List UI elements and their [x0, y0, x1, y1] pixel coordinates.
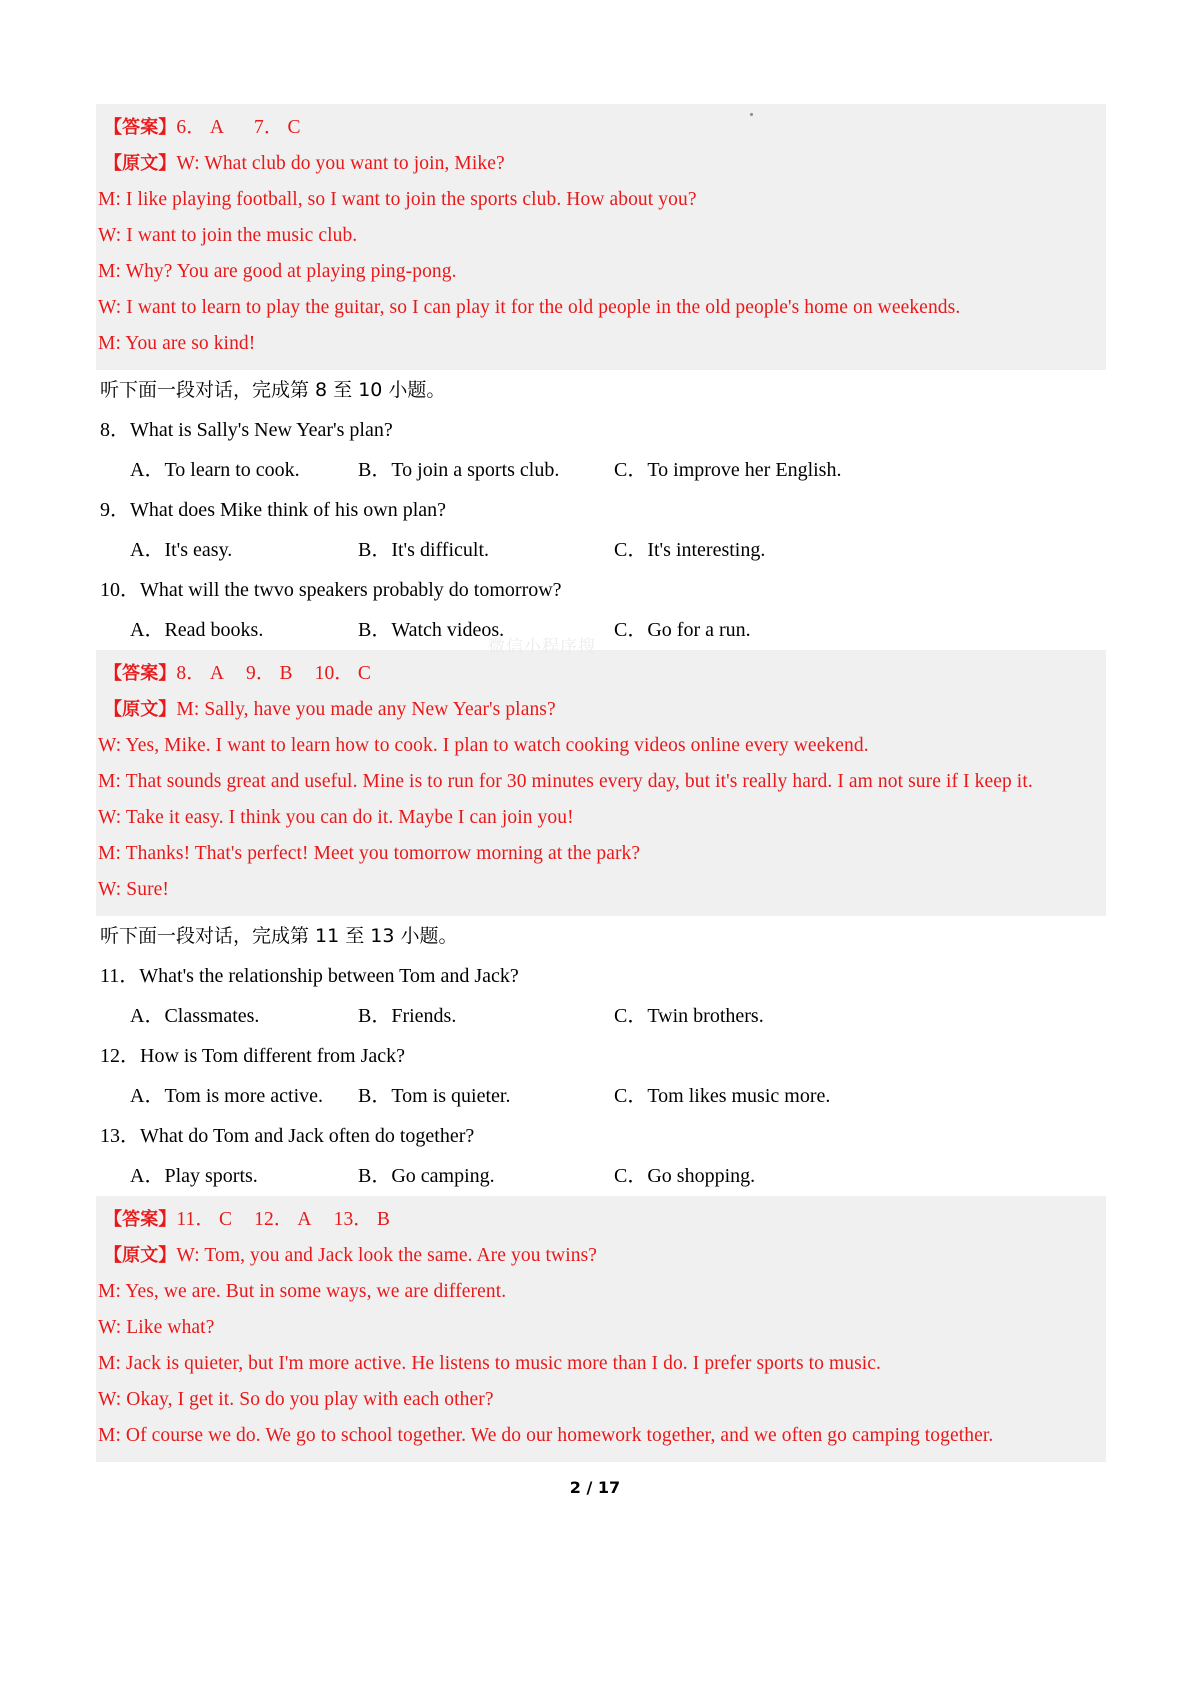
answer-tag: 【答案】: [104, 663, 177, 684]
option-b[interactable]: B．It's difficult.: [358, 539, 490, 561]
answer-choice-7: C: [287, 117, 301, 138]
transcript-line: W: I want to join the music club.: [98, 225, 358, 246]
option-c[interactable]: C．To improve her English.: [614, 459, 842, 481]
transcript-line: M: Thanks! That's perfect! Meet you tomorrow morning at the park?: [98, 843, 641, 864]
question-text: What is Sally's New Year's plan?: [130, 419, 393, 441]
watermark: 微信小程序搜: [488, 637, 596, 657]
options-8: [96, 450, 1106, 490]
answer-line-11-13: [96, 1202, 1106, 1238]
option-a[interactable]: A．To learn to cook.: [130, 459, 300, 481]
option-b[interactable]: B．Go camping.: [358, 1165, 495, 1187]
question-number: 8．: [100, 419, 130, 441]
transcript-line: M: Jack is quieter, but I'm more active. He listens to music more than I do. I prefer sports to music.: [98, 1353, 882, 1374]
transcript-line: M: Why? You are good at playing ping-pong.: [98, 261, 457, 282]
answer-number-12: 12．: [254, 1209, 294, 1230]
answer-block-11-13: [96, 1196, 1106, 1462]
transcript-line: M: Of course we do. We go to school together. We do our homework together, and we often go camping together.: [98, 1425, 994, 1446]
transcript-line: W: Okay, I get it. So do you play with each other?: [98, 1389, 494, 1410]
question-text: What will the twvo speakers probably do tomorrow?: [140, 579, 562, 601]
options-12: [96, 1076, 1106, 1116]
transcript-tag: 【原文】: [104, 699, 177, 720]
option-b[interactable]: B．To join a sports club.: [358, 459, 560, 481]
question-number: 9．: [100, 499, 130, 521]
option-c[interactable]: C．Go shopping.: [614, 1165, 756, 1187]
transcript-line: W: Take it easy. I think you can do it. Maybe I can join you!: [98, 807, 574, 828]
answer-number-9: 9．: [246, 663, 276, 684]
page-artifact-dot: [750, 113, 753, 116]
answer-number-8: 8．: [176, 663, 206, 684]
transcript-text: W: What club do you want to join, Mike?: [176, 153, 505, 174]
option-c[interactable]: C．It's interesting.: [614, 539, 766, 561]
transcript-first-line-11-13: [96, 1238, 1106, 1274]
option-a[interactable]: A．Classmates.: [130, 1005, 260, 1027]
transcript-line: M: Yes, we are. But in some ways, we are different.: [98, 1281, 507, 1302]
option-a[interactable]: A．Read books.: [130, 619, 264, 641]
question-text: How is Tom different from Jack?: [140, 1045, 406, 1067]
question-number: 13．: [100, 1125, 140, 1147]
answer-tag: 【答案】: [104, 117, 177, 138]
transcript-line: M: You are so kind!: [98, 333, 256, 354]
options-13: [96, 1156, 1106, 1196]
option-b[interactable]: B．Tom is quieter.: [358, 1085, 511, 1107]
answer-block-8-10: [96, 650, 1106, 916]
answer-line-8-10: [96, 656, 1106, 692]
question-13: [96, 1116, 1106, 1156]
answer-choice-11: C: [218, 1209, 233, 1230]
transcript-tag: 【原文】: [104, 1245, 177, 1266]
question-text: What's the relationship between Tom and Jack?: [139, 965, 519, 987]
transcript-line: W: Sure!: [98, 879, 170, 900]
answer-choice-12: A: [297, 1209, 312, 1230]
answer-choice-9: B: [279, 663, 293, 684]
answer-number-11: 11．: [176, 1209, 215, 1230]
question-number: 10．: [100, 579, 140, 601]
transcript-first-line-6-7: [96, 146, 1106, 182]
page-content: [96, 104, 1106, 1462]
question-8: [96, 410, 1106, 450]
instruction-11-13: 听下面一段对话，完成第 11 至 13 小题。: [100, 925, 458, 947]
option-b[interactable]: B．Friends.: [358, 1005, 457, 1027]
options-11: [96, 996, 1106, 1036]
transcript-tag: 【原文】: [104, 153, 177, 174]
transcript-line: W: Yes, Mike. I want to learn how to cook. I plan to watch cooking videos online every weekend.: [98, 735, 869, 756]
answer-choice-6: A: [209, 117, 225, 138]
transcript-text: W: Tom, you and Jack look the same. Are you twins?: [176, 1245, 598, 1266]
option-c[interactable]: C．Tom likes music more.: [614, 1085, 831, 1107]
answer-choice-10: C: [357, 663, 372, 684]
transcript-line: W: Like what?: [98, 1317, 215, 1338]
answer-number-7: 7．: [254, 117, 284, 138]
answer-tag: 【答案】: [104, 1209, 177, 1230]
answer-block-6-7: [96, 104, 1106, 370]
question-number: 11．: [100, 965, 140, 987]
answer-choice-8: A: [209, 663, 225, 684]
question-12: [96, 1036, 1106, 1076]
question-9: [96, 490, 1106, 530]
question-10: [96, 570, 1106, 610]
answer-number-13: 13．: [333, 1209, 373, 1230]
answer-choice-13: B: [376, 1209, 391, 1230]
options-10: [96, 610, 1106, 650]
transcript-line: W: I want to learn to play the guitar, so I can play it for the old people in the old people's home on weekends.: [98, 297, 961, 318]
option-a[interactable]: A．It's easy.: [130, 539, 233, 561]
question-text: What do Tom and Jack often do together?: [140, 1125, 475, 1147]
answer-number-6: 6．: [176, 117, 206, 138]
option-a[interactable]: A．Play sports.: [130, 1165, 258, 1187]
transcript-line: M: That sounds great and useful. Mine is to run for 30 minutes every day, but it's really hard. I am not sure if I keep it.: [98, 771, 1033, 792]
option-b[interactable]: B．Watch videos.: [358, 619, 505, 641]
question-11: [96, 956, 1106, 996]
option-a[interactable]: A．Tom is more active.: [130, 1085, 323, 1107]
page-footer: 2 / 17: [569, 1478, 621, 1497]
answer-line-6-7: [96, 110, 1106, 146]
question-text: What does Mike think of his own plan?: [130, 499, 447, 521]
instruction-8-10: 听下面一段对话，完成第 8 至 10 小题。: [100, 379, 446, 401]
options-9: [96, 530, 1106, 570]
transcript-text: M: Sally, have you made any New Year's plans?: [176, 699, 556, 720]
option-c[interactable]: C．Go for a run.: [614, 619, 751, 641]
transcript-line: M: I like playing football, so I want to join the sports club. How about you?: [98, 189, 697, 210]
option-c[interactable]: C．Twin brothers.: [614, 1005, 764, 1027]
answer-number-10: 10．: [314, 663, 354, 684]
transcript-first-line-8-10: [96, 692, 1106, 728]
question-number: 12．: [100, 1045, 140, 1067]
